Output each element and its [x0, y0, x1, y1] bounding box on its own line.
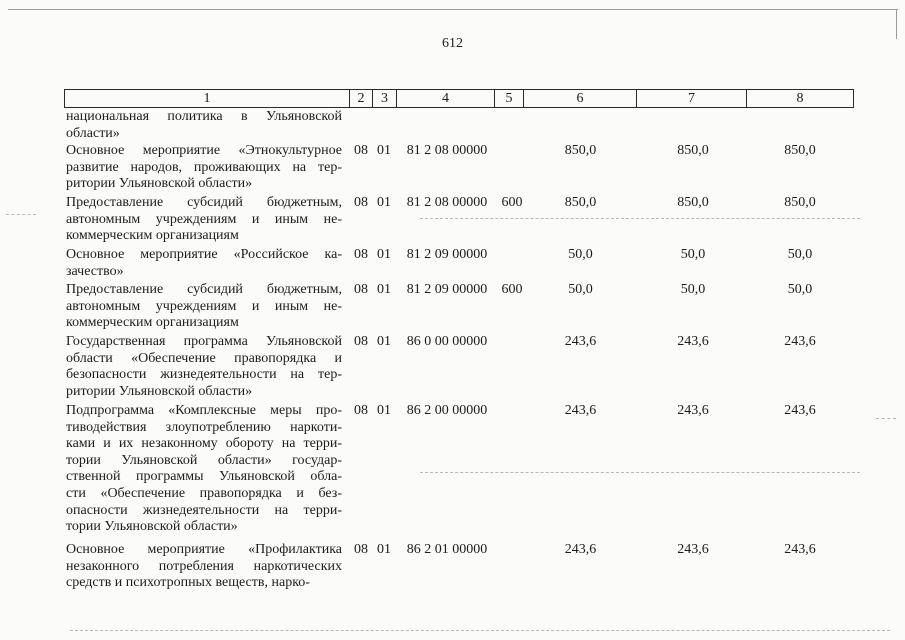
amount-year-1: 243,6: [564, 403, 597, 418]
subsection-code: 01: [377, 247, 391, 262]
description-line: развитие народов, проживающих на тер-: [66, 159, 342, 175]
description-line: Государственная программа Ульяновской: [66, 334, 342, 349]
row-description: [66, 247, 342, 280]
amount-year-3: 850,0: [784, 143, 816, 158]
scan-artifact: [6, 214, 36, 215]
expense-type-code: 600: [501, 282, 523, 297]
description-line: Основное мероприятие «Российское ка-: [66, 247, 342, 262]
description-line: опасности жизнедеятельности на терри-: [66, 502, 342, 518]
amount-year-2: 243,6: [677, 403, 709, 418]
target-article-code: 81 2 09 00000: [406, 282, 488, 297]
header-col-7: 7: [637, 90, 747, 108]
section-code: 08: [354, 403, 368, 418]
description-line: ритории Ульяновской области»: [66, 383, 253, 399]
description-line: автономным учреждениям и иным не-: [66, 211, 342, 227]
amount-year-2: 50,0: [680, 282, 706, 297]
amount-year-3: 243,6: [784, 334, 816, 349]
header-col-4: 4: [397, 90, 495, 108]
description-line: Основное мероприятие «Профилактика: [66, 542, 342, 557]
row-description: [66, 282, 342, 332]
description-line: зачество»: [66, 263, 124, 279]
target-article-code: 86 0 00 00000: [406, 334, 488, 349]
subsection-code: 01: [377, 403, 391, 418]
target-article-code: 81 2 08 00000: [406, 195, 488, 210]
subsection-code: 01: [377, 143, 391, 158]
scan-artifact: [70, 630, 890, 631]
subsection-code: 01: [377, 195, 391, 210]
row-description: [66, 403, 342, 536]
amount-year-2: 243,6: [677, 334, 709, 349]
description-line: сти «Обеспечение правопорядка и без-: [66, 485, 342, 501]
header-col-3: 3: [373, 90, 397, 108]
amount-year-2: 850,0: [677, 195, 709, 210]
amount-year-3: 50,0: [787, 247, 813, 262]
amount-year-3: 243,6: [784, 403, 816, 418]
column-header-row: [64, 89, 854, 108]
description-line: средств и психотропных веществ, нарко-: [66, 575, 310, 591]
row-description: [66, 195, 342, 245]
subsection-code: 01: [377, 282, 391, 297]
description-line: Основное мероприятие «Этнокультурное: [66, 143, 342, 158]
amount-year-2: 50,0: [680, 247, 706, 262]
description-line: коммерческим организациям: [66, 315, 239, 331]
description-line: Предоставление субсидий бюджетным,: [66, 282, 342, 297]
section-code: 08: [354, 247, 368, 262]
amount-year-1: 50,0: [568, 247, 593, 262]
description-line: незаконного потребления наркотических: [66, 558, 342, 574]
scan-artifact: [876, 418, 896, 419]
subsection-code: 01: [377, 334, 391, 349]
section-code: 08: [354, 282, 368, 297]
amount-year-2: 850,0: [677, 143, 709, 158]
description-line: ками и их незаконному обороту на терри-: [66, 436, 342, 452]
target-article-code: 86 2 01 00000: [406, 542, 488, 557]
description-line: коммерческим организациям: [66, 228, 239, 244]
amount-year-1: 243,6: [564, 334, 597, 349]
description-line: национальная политика в Ульяновской: [66, 109, 342, 124]
section-code: 08: [354, 542, 368, 557]
description-line: ственной программы Ульяновской обла-: [66, 469, 342, 485]
scan-right-border: [896, 9, 897, 39]
row-description: [66, 143, 342, 193]
amount-year-2: 243,6: [677, 542, 709, 557]
row-description: [66, 542, 342, 592]
header-col-6: 6: [524, 90, 637, 108]
description-line: области»: [66, 125, 120, 141]
description-line: безопасности жизнедеятельности на тер-: [66, 367, 342, 383]
amount-year-1: 850,0: [564, 143, 597, 158]
section-code: 08: [354, 143, 368, 158]
header-col-2: 2: [350, 90, 373, 108]
description-line: Предоставление субсидий бюджетным,: [66, 195, 342, 210]
scan-artifact: [420, 472, 860, 473]
description-line: автономным учреждениям и иным не-: [66, 298, 342, 314]
scan-top-border: [8, 9, 898, 10]
amount-year-3: 243,6: [784, 542, 816, 557]
description-line: области «Обеспечение правопорядка и: [66, 350, 342, 366]
header-col-8: 8: [747, 90, 854, 108]
amount-year-3: 850,0: [784, 195, 816, 210]
description-line: тиводействия злоупотреблению наркоти-: [66, 419, 342, 435]
row-description: [66, 334, 342, 400]
amount-year-1: 50,0: [568, 282, 593, 297]
description-line: ритории Ульяновской области»: [66, 176, 253, 192]
page-number: 612: [442, 36, 463, 51]
scan-artifact: [420, 218, 860, 219]
row-description: [66, 109, 342, 142]
amount-year-1: 243,6: [564, 542, 597, 557]
header-col-1: 1: [65, 90, 350, 108]
header-col-5: 5: [495, 90, 524, 108]
section-code: 08: [354, 334, 368, 349]
section-code: 08: [354, 195, 368, 210]
target-article-code: 86 2 00 00000: [406, 403, 488, 418]
subsection-code: 01: [377, 542, 391, 557]
expense-type-code: 600: [501, 195, 523, 210]
description-line: Подпрограмма «Комплексные меры про-: [66, 403, 342, 418]
target-article-code: 81 2 08 00000: [406, 143, 488, 158]
description-line: тории Ульяновской области» государ-: [66, 452, 342, 468]
target-article-code: 81 2 09 00000: [406, 247, 488, 262]
description-line: тории Ульяновской области»: [66, 519, 238, 535]
amount-year-1: 850,0: [564, 195, 597, 210]
amount-year-3: 50,0: [787, 282, 813, 297]
